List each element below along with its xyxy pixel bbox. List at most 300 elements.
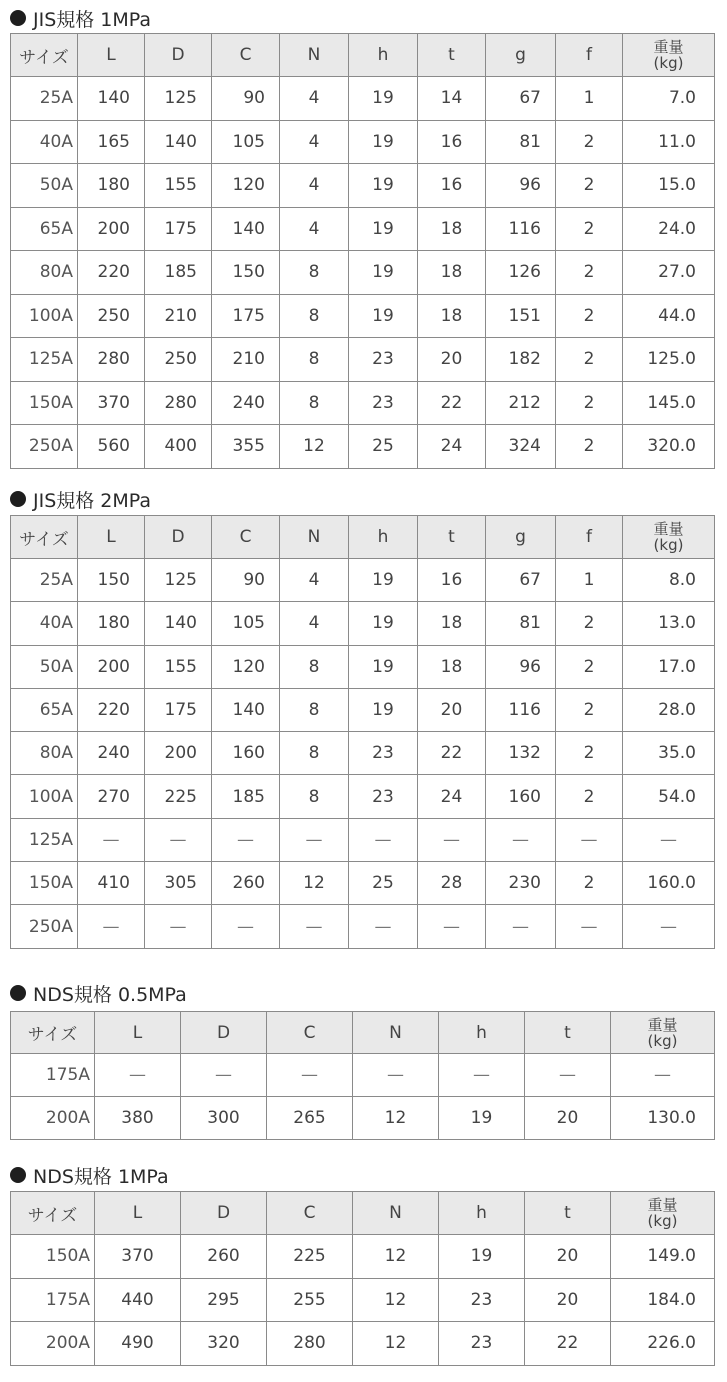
cell-h: 23 [349, 381, 418, 425]
cell-weight: 35.0 [623, 732, 715, 775]
cell-d: 260 [181, 1235, 267, 1279]
table-row [11, 818, 715, 861]
cell-c: 105 [212, 120, 280, 164]
cell-d: 225 [145, 775, 212, 818]
section-title [10, 6, 151, 30]
header-weight-label: 重量 [653, 38, 684, 56]
cell-g: 116 [486, 688, 556, 731]
cell-d: 200 [145, 732, 212, 775]
table-row [11, 381, 715, 425]
cell-h: 19 [349, 602, 418, 645]
header-n: N [280, 34, 349, 77]
cell-c: 160 [212, 732, 280, 775]
cell-h: 19 [349, 120, 418, 164]
header-g: g [486, 34, 556, 77]
cell-d: 320 [181, 1322, 267, 1366]
cell-d: 125 [145, 77, 212, 121]
cell-f: 2 [556, 251, 623, 295]
cell-c: 90 [212, 77, 280, 121]
cell-h: 19 [349, 645, 418, 688]
cell-t: 18 [418, 251, 486, 295]
header-weight [623, 34, 715, 77]
cell-c: — [267, 1054, 353, 1097]
header-n: N [280, 516, 349, 559]
cell-h: 19 [439, 1235, 525, 1279]
cell-f: 2 [556, 338, 623, 382]
header-n: N [353, 1192, 439, 1235]
cell-g: 212 [486, 381, 556, 425]
spec-table [10, 1011, 715, 1140]
cell-n: 4 [280, 77, 349, 121]
cell-l: 200 [78, 645, 145, 688]
section-title [10, 487, 151, 511]
cell-t: — [418, 818, 486, 861]
cell-d: 400 [145, 425, 212, 469]
table-body [11, 559, 715, 949]
cell-c: 265 [267, 1097, 353, 1140]
cell-weight: 8.0 [623, 559, 715, 602]
header-c: C [267, 1192, 353, 1235]
header-d: D [181, 1012, 267, 1054]
section-title [10, 981, 187, 1005]
cell-weight: 149.0 [611, 1235, 715, 1279]
header-weight-unit: (kg) [647, 1212, 678, 1230]
cell-t: 18 [418, 207, 486, 251]
table-row [11, 862, 715, 905]
cell-weight: 7.0 [623, 77, 715, 121]
cell-g: 81 [486, 120, 556, 164]
cell-n: 4 [280, 207, 349, 251]
cell-weight: 226.0 [611, 1322, 715, 1366]
cell-size: 40A [11, 602, 78, 645]
spec-table [10, 33, 715, 469]
spec-table [10, 515, 715, 949]
cell-f: 1 [556, 77, 623, 121]
cell-d: 175 [145, 688, 212, 731]
cell-t: 22 [525, 1322, 611, 1366]
cell-l: 380 [95, 1097, 181, 1140]
header-f: f [556, 34, 623, 77]
cell-d: 295 [181, 1278, 267, 1322]
cell-c: 175 [212, 294, 280, 338]
cell-l: 370 [95, 1235, 181, 1279]
header-l: L [95, 1012, 181, 1054]
cell-l: — [78, 905, 145, 948]
table-body [11, 1235, 715, 1366]
table-row [11, 338, 715, 382]
cell-c: 120 [212, 645, 280, 688]
table-row [11, 559, 715, 602]
cell-size: 125A [11, 818, 78, 861]
header-size: サイズ [11, 1192, 95, 1235]
cell-t: 16 [418, 120, 486, 164]
cell-g: 132 [486, 732, 556, 775]
cell-f: 2 [556, 732, 623, 775]
cell-h: — [439, 1054, 525, 1097]
cell-t: 16 [418, 559, 486, 602]
cell-n: 12 [353, 1097, 439, 1140]
header-h: h [439, 1012, 525, 1054]
table-row [11, 905, 715, 948]
cell-c: 140 [212, 207, 280, 251]
cell-g: 324 [486, 425, 556, 469]
header-h: h [349, 516, 418, 559]
cell-f: 2 [556, 645, 623, 688]
cell-weight: 130.0 [611, 1097, 715, 1140]
header-weight [611, 1192, 715, 1235]
cell-h: 23 [439, 1322, 525, 1366]
cell-t: 20 [418, 338, 486, 382]
cell-h: 25 [349, 862, 418, 905]
header-weight-unit: (kg) [653, 536, 684, 554]
cell-weight: 24.0 [623, 207, 715, 251]
header-l: L [95, 1192, 181, 1235]
cell-weight: 11.0 [623, 120, 715, 164]
cell-d: 155 [145, 164, 212, 208]
cell-c: 260 [212, 862, 280, 905]
header-d: D [145, 516, 212, 559]
cell-size: 175A [11, 1054, 95, 1097]
cell-n: 8 [280, 645, 349, 688]
cell-n: 8 [280, 338, 349, 382]
cell-c: 255 [267, 1278, 353, 1322]
header-t: t [525, 1192, 611, 1235]
cell-t: 18 [418, 602, 486, 645]
cell-c: — [212, 818, 280, 861]
cell-n: 8 [280, 732, 349, 775]
cell-n: 4 [280, 559, 349, 602]
cell-f: 2 [556, 294, 623, 338]
cell-weight: 17.0 [623, 645, 715, 688]
cell-g: 67 [486, 559, 556, 602]
cell-f: 2 [556, 862, 623, 905]
cell-weight: 13.0 [623, 602, 715, 645]
cell-g: — [486, 818, 556, 861]
cell-weight: 320.0 [623, 425, 715, 469]
table-row [11, 207, 715, 251]
cell-t: 14 [418, 77, 486, 121]
cell-h: 19 [349, 207, 418, 251]
cell-t: — [418, 905, 486, 948]
header-l: L [78, 516, 145, 559]
cell-h: — [349, 905, 418, 948]
cell-c: 280 [267, 1322, 353, 1366]
cell-f: 1 [556, 559, 623, 602]
cell-weight: — [611, 1054, 715, 1097]
cell-g: 116 [486, 207, 556, 251]
cell-h: 19 [349, 688, 418, 731]
cell-l: — [78, 818, 145, 861]
header-n: N [353, 1012, 439, 1054]
cell-l: 560 [78, 425, 145, 469]
cell-l: 490 [95, 1322, 181, 1366]
cell-c: 90 [212, 559, 280, 602]
cell-weight: 54.0 [623, 775, 715, 818]
cell-l: 180 [78, 164, 145, 208]
cell-h: 19 [349, 77, 418, 121]
table-header-row [11, 34, 715, 77]
cell-g: 151 [486, 294, 556, 338]
cell-l: 150 [78, 559, 145, 602]
cell-c: 105 [212, 602, 280, 645]
cell-h: — [349, 818, 418, 861]
table-row [11, 1054, 715, 1097]
cell-size: 150A [11, 862, 78, 905]
cell-d: 140 [145, 120, 212, 164]
table-row [11, 120, 715, 164]
cell-d: 250 [145, 338, 212, 382]
cell-g: — [486, 905, 556, 948]
header-c: C [267, 1012, 353, 1054]
header-h: h [349, 34, 418, 77]
cell-size: 50A [11, 645, 78, 688]
header-d: D [145, 34, 212, 77]
cell-d: 300 [181, 1097, 267, 1140]
cell-g: 182 [486, 338, 556, 382]
cell-size: 100A [11, 775, 78, 818]
cell-size: 80A [11, 732, 78, 775]
section-title-text: NDS規格 1MPa [33, 1165, 169, 1188]
header-size: サイズ [11, 1012, 95, 1054]
cell-h: 23 [349, 732, 418, 775]
spec-table [10, 1191, 715, 1366]
section-title-text: JIS規格 1MPa [33, 8, 152, 31]
cell-weight: 145.0 [623, 381, 715, 425]
table-header-row [11, 516, 715, 559]
cell-l: 440 [95, 1278, 181, 1322]
cell-t: 18 [418, 645, 486, 688]
table-row [11, 645, 715, 688]
cell-weight: — [623, 905, 715, 948]
table-row [11, 425, 715, 469]
cell-n: 8 [280, 381, 349, 425]
cell-n: 12 [280, 425, 349, 469]
cell-c: 225 [267, 1235, 353, 1279]
cell-l: 180 [78, 602, 145, 645]
cell-f: — [556, 818, 623, 861]
cell-f: 2 [556, 602, 623, 645]
cell-g: 81 [486, 602, 556, 645]
cell-h: 23 [349, 775, 418, 818]
header-c: C [212, 516, 280, 559]
cell-weight: 125.0 [623, 338, 715, 382]
cell-weight: 44.0 [623, 294, 715, 338]
cell-t: 20 [525, 1278, 611, 1322]
cell-size: 175A [11, 1278, 95, 1322]
header-t: t [418, 34, 486, 77]
cell-l: 140 [78, 77, 145, 121]
cell-n: 4 [280, 164, 349, 208]
cell-g: 96 [486, 164, 556, 208]
table-row [11, 732, 715, 775]
cell-l: 220 [78, 251, 145, 295]
bullet-icon [10, 10, 26, 26]
cell-t: 18 [418, 294, 486, 338]
cell-l: — [95, 1054, 181, 1097]
cell-g: 67 [486, 77, 556, 121]
cell-d: 280 [145, 381, 212, 425]
cell-size: 250A [11, 425, 78, 469]
cell-c: 150 [212, 251, 280, 295]
header-weight [623, 516, 715, 559]
cell-n: — [280, 818, 349, 861]
cell-d: 210 [145, 294, 212, 338]
cell-weight: — [623, 818, 715, 861]
cell-l: 410 [78, 862, 145, 905]
cell-d: — [145, 818, 212, 861]
cell-size: 150A [11, 381, 78, 425]
cell-n: 8 [280, 775, 349, 818]
table-header-row [11, 1012, 715, 1054]
header-f: f [556, 516, 623, 559]
cell-l: 165 [78, 120, 145, 164]
table-header-row [11, 1192, 715, 1235]
header-d: D [181, 1192, 267, 1235]
header-size: サイズ [11, 34, 78, 77]
table-row [11, 1322, 715, 1366]
cell-f: 2 [556, 381, 623, 425]
cell-h: 25 [349, 425, 418, 469]
cell-l: 220 [78, 688, 145, 731]
cell-l: 200 [78, 207, 145, 251]
header-weight-label: 重量 [647, 1015, 678, 1034]
table-row [11, 77, 715, 121]
table-body [11, 1054, 715, 1140]
cell-f: 2 [556, 775, 623, 818]
cell-f: 2 [556, 120, 623, 164]
header-l: L [78, 34, 145, 77]
header-g: g [486, 516, 556, 559]
cell-d: 305 [145, 862, 212, 905]
cell-l: 250 [78, 294, 145, 338]
cell-size: 200A [11, 1322, 95, 1366]
cell-d: 175 [145, 207, 212, 251]
cell-weight: 184.0 [611, 1278, 715, 1322]
cell-n: 8 [280, 688, 349, 731]
cell-t: 20 [525, 1097, 611, 1140]
cell-n: 12 [280, 862, 349, 905]
cell-weight: 27.0 [623, 251, 715, 295]
table-row [11, 294, 715, 338]
header-weight-unit: (kg) [653, 54, 684, 72]
cell-t: 20 [525, 1235, 611, 1279]
cell-t: 28 [418, 862, 486, 905]
table-row [11, 1235, 715, 1279]
cell-c: — [212, 905, 280, 948]
cell-size: 25A [11, 77, 78, 121]
cell-c: 120 [212, 164, 280, 208]
cell-size: 50A [11, 164, 78, 208]
table-row [11, 251, 715, 295]
cell-f: — [556, 905, 623, 948]
cell-d: 185 [145, 251, 212, 295]
table-row [11, 775, 715, 818]
cell-f: 2 [556, 688, 623, 731]
cell-n: 4 [280, 602, 349, 645]
cell-c: 140 [212, 688, 280, 731]
header-weight [611, 1012, 715, 1054]
cell-n: 12 [353, 1235, 439, 1279]
header-size: サイズ [11, 516, 78, 559]
cell-h: 19 [349, 164, 418, 208]
cell-n: — [280, 905, 349, 948]
cell-c: 210 [212, 338, 280, 382]
cell-n: — [353, 1054, 439, 1097]
cell-t: 20 [418, 688, 486, 731]
cell-d: 140 [145, 602, 212, 645]
header-weight-label: 重量 [647, 1196, 678, 1214]
cell-size: 65A [11, 207, 78, 251]
section-title-text: JIS規格 2MPa [33, 489, 152, 512]
cell-h: 19 [349, 559, 418, 602]
header-t: t [525, 1012, 611, 1054]
cell-size: 125A [11, 338, 78, 382]
table-row [11, 688, 715, 731]
cell-c: 240 [212, 381, 280, 425]
cell-n: 8 [280, 294, 349, 338]
cell-size: 250A [11, 905, 78, 948]
cell-c: 185 [212, 775, 280, 818]
cell-n: 8 [280, 251, 349, 295]
table-row [11, 602, 715, 645]
cell-size: 100A [11, 294, 78, 338]
table-body [11, 77, 715, 469]
cell-g: 96 [486, 645, 556, 688]
cell-d: 125 [145, 559, 212, 602]
bullet-icon [10, 491, 26, 507]
header-weight-label: 重量 [653, 520, 684, 538]
cell-g: 230 [486, 862, 556, 905]
cell-n: 4 [280, 120, 349, 164]
cell-h: 19 [349, 294, 418, 338]
cell-size: 80A [11, 251, 78, 295]
cell-weight: 28.0 [623, 688, 715, 731]
cell-l: 240 [78, 732, 145, 775]
cell-d: — [145, 905, 212, 948]
cell-n: 12 [353, 1278, 439, 1322]
cell-t: — [525, 1054, 611, 1097]
cell-l: 370 [78, 381, 145, 425]
cell-t: 24 [418, 425, 486, 469]
table-row [11, 1097, 715, 1140]
cell-size: 65A [11, 688, 78, 731]
cell-g: 160 [486, 775, 556, 818]
table-row [11, 1278, 715, 1322]
section-title [10, 1163, 169, 1187]
cell-g: 126 [486, 251, 556, 295]
cell-t: 16 [418, 164, 486, 208]
cell-size: 40A [11, 120, 78, 164]
cell-weight: 15.0 [623, 164, 715, 208]
table-row [11, 164, 715, 208]
cell-d: 155 [145, 645, 212, 688]
cell-weight: 160.0 [623, 862, 715, 905]
cell-d: — [181, 1054, 267, 1097]
cell-size: 150A [11, 1235, 95, 1279]
cell-h: 23 [349, 338, 418, 382]
cell-f: 2 [556, 207, 623, 251]
header-t: t [418, 516, 486, 559]
cell-size: 25A [11, 559, 78, 602]
cell-size: 200A [11, 1097, 95, 1140]
cell-h: 23 [439, 1278, 525, 1322]
cell-t: 24 [418, 775, 486, 818]
bullet-icon [10, 1167, 26, 1183]
header-h: h [439, 1192, 525, 1235]
cell-n: 12 [353, 1322, 439, 1366]
cell-l: 280 [78, 338, 145, 382]
cell-f: 2 [556, 164, 623, 208]
